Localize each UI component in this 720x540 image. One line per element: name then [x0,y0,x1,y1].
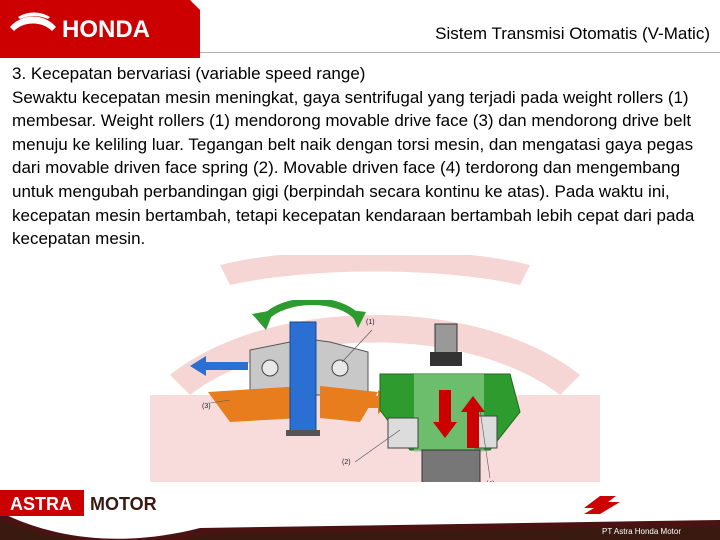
section-heading: 3. Kecepatan bervariasi (variable speed range) [12,64,366,83]
left-arrow-icon [190,356,248,376]
callout-1: (1) [366,319,375,326]
drive-shaft [290,322,316,432]
slide-title: Sistem Transmisi Otomatis (V-Matic) [435,24,710,43]
footer [0,482,720,540]
callout-3: (3) [202,403,211,410]
section-paragraph: Sewaktu kecepatan mesin meningkat, gaya sentrifugal yang terjadi pada weight rollers (1) membesar. Weight rollers (1) mendorong movable drive face (3) dan mendorong drive belt menuju ke keliling luar. Tegangan belt naik dengan torsi mesin, dan mengatasi gaya pegas dari movable driven face spring (2). Movable driven face (4) terdorong dan mengembang untuk mengubah perbandingan gigi (berpindah secara kontinu ke atas). Pada waktu ini, kecepatan mesin bertambah, tetapi kecepatan kendaraan bertambah lebih cepat dari pada kecepatan mesin. [12,87,695,249]
astra-word: ASTRA [10,494,72,514]
callout-2: (2) [342,459,351,466]
honda-logo [0,0,200,58]
honda-wordmark: HONDA [62,16,150,43]
rotation-arrow-icon [265,302,358,319]
header-divider [200,52,720,53]
movable-drive-face [208,386,302,422]
ahm-logo-text: AHM [622,496,673,521]
weight-roller [262,360,278,376]
body-text [12,62,702,251]
ahm-subtitle: PT Astra Honda Motor [602,527,681,536]
transmission-diagram [190,300,550,500]
motor-word: MOTOR [90,494,157,514]
